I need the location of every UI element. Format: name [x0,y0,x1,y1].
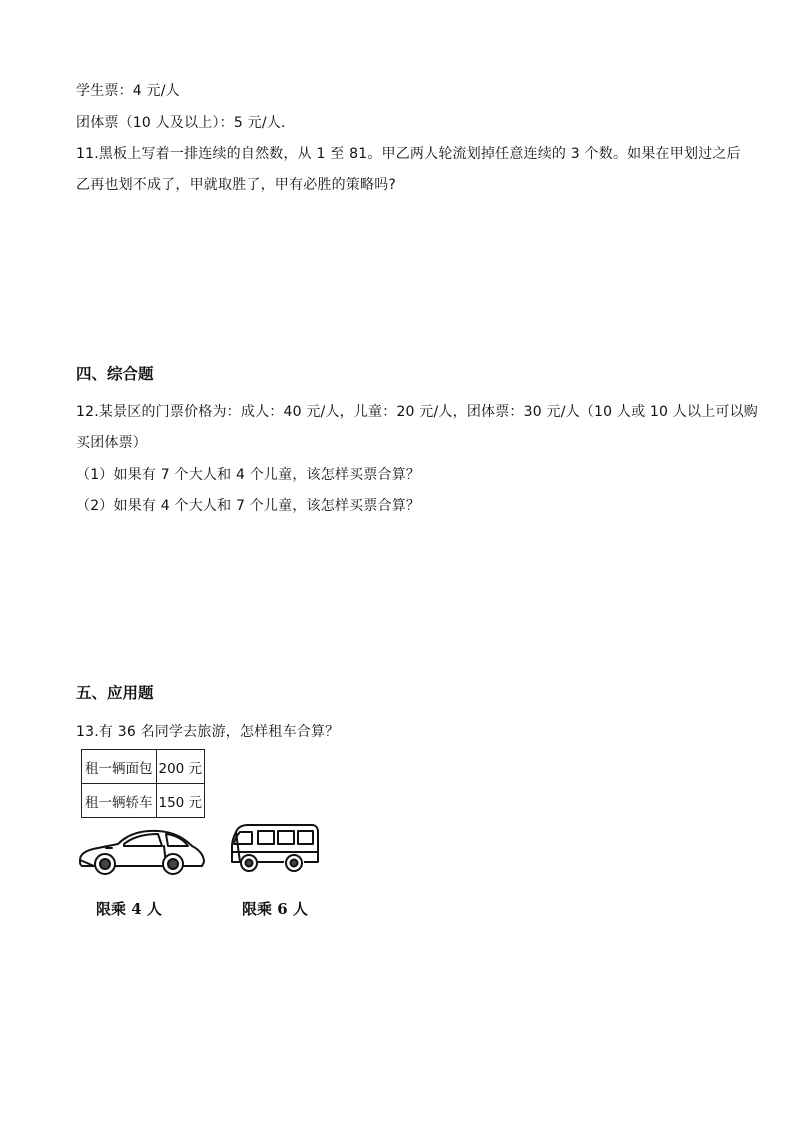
table-cell-item: 租一辆面包 [82,750,157,784]
question-13-text: 13.有 36 名同学去旅游，怎样租车合算？ [76,724,340,740]
question-11-line-2: 乙再也划不成了，甲就取胜了，甲有必胜的策略吗? [76,177,397,193]
van-icon [228,822,320,874]
rental-price-table [81,749,205,818]
table-cell-price: 200 元 [156,750,205,784]
question-11-line-1: 11.黑板上写着一排连续的自然数，从 1 至 81。甲乙两人轮流划掉任意连续的 3 个数。如果在甲划过之后 [76,146,741,162]
table-cell-item: 租一辆轿车 [82,784,157,818]
van-capacity-label: 限乘 6 人 [242,900,308,918]
question-12-line-2: 买团体票） [76,435,147,451]
table-row [82,750,205,784]
group-ticket-line: 团体票（10 人及以上）：5 元/人． [76,115,296,131]
table-row [82,784,205,818]
table-cell-price: 150 元 [156,784,205,818]
section-4-heading: 四、综合题 [76,365,154,383]
question-12-line-1: 12.某景区的门票价格为：成人：40 元/人，儿童：20 元/人，团体票：30 元/人（10 人或 10 人以上可以购 [76,404,758,420]
car-capacity-label: 限乘 4 人 [96,900,162,918]
question-12-sub-1: （1）如果有 7 个大人和 4 个儿童，该怎样买票合算？ [76,467,421,483]
student-ticket-line: 学生票：4 元/人 [76,83,180,99]
question-12-sub-2: （2）如果有 4 个大人和 7 个儿童，该怎样买票合算？ [76,498,421,514]
car-icon [76,826,208,878]
section-5-heading: 五、应用题 [76,684,154,702]
